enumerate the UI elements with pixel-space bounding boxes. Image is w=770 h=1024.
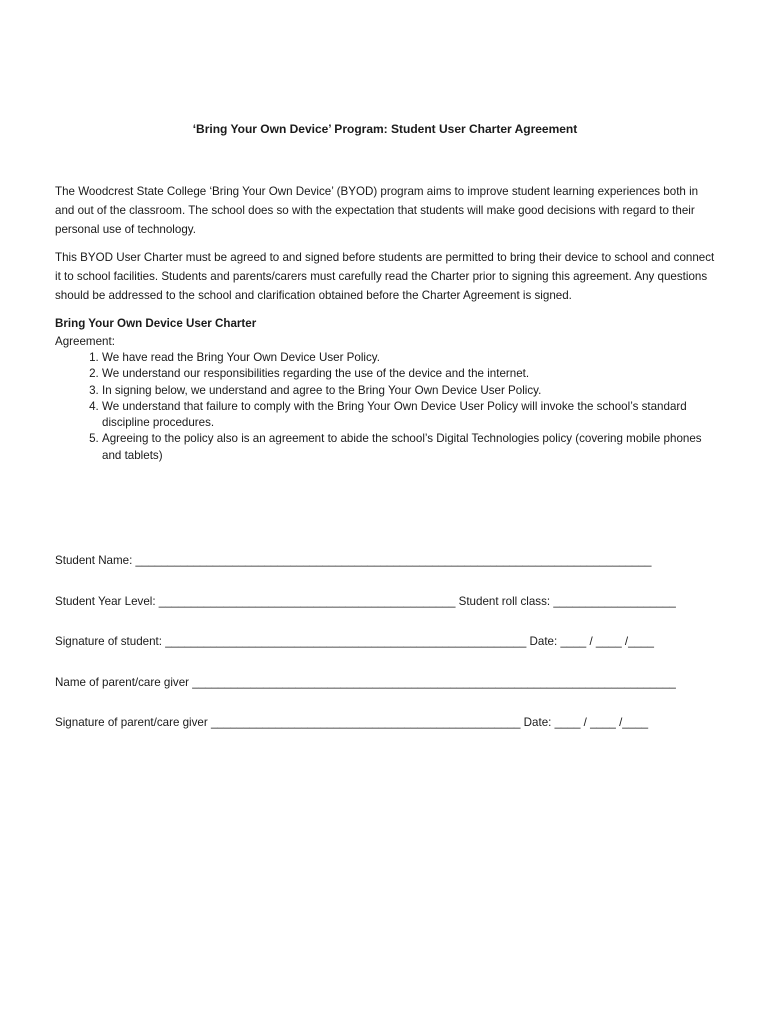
section-heading: Bring Your Own Device User Charter (55, 317, 257, 330)
agreement-label: Agreement: (55, 335, 115, 348)
agreement-item-2: 2. We understand our responsibilities regarding the use of the device and the internet. (102, 366, 715, 382)
agreement-item-5: 5. Agreeing to the policy also is an agreement to abide the school’s Digital Technologies policy (covering mobile phones and tablets) (102, 431, 715, 464)
charter-paragraph: This BYOD User Charter must be agreed to and signed before students are permitted to bring their device to school and connect it to school facilities. Students and parents/carers must carefully read the Charter prior to signing this agreement. Any questions should be addressed to the school and clarification obtained before the Charter Agreement is signed. (55, 251, 715, 302)
agreement-list (55, 350, 715, 464)
parent-signature-field[interactable]: Signature of parent/care giver ________________________________________________ Date: ____ / ____ /____ (55, 716, 649, 730)
signature-block (55, 552, 715, 755)
document-title: ‘Bring Your Own Device’ Program: Student User Charter Agreement (192, 122, 578, 136)
document-body (55, 182, 715, 464)
agreement-item-3: 3. In signing below, we understand and agree to the Bring Your Own Device User Policy. (102, 383, 715, 399)
agreement-item-4: 4. We understand that failure to comply with the Bring Your Own Device User Policy will invoke the school’s standard discipline procedures. (102, 399, 715, 432)
intro-paragraph: The Woodcrest State College ‘Bring Your Own Device’ (BYOD) program aims to improve student learning experiences both in and out of the classroom. The school does so with the expectation that students will make good decisions with regard to their personal use of technology. (55, 185, 699, 236)
agreement-item-1: 1. We have read the Bring Your Own Device User Policy. (102, 350, 715, 366)
student-signature-field[interactable]: Signature of student: ________________________________________________________ Date: ____ / ____ /____ (55, 635, 654, 649)
parent-name-field[interactable]: Name of parent/care giver ___________________________________________________________________________ (55, 675, 676, 689)
student-year-level-field[interactable]: Student Year Level: ______________________________________________ Student roll class: ___________________ (55, 594, 676, 608)
student-name-field[interactable]: Student Name: ________________________________________________________________________________ (55, 554, 652, 567)
